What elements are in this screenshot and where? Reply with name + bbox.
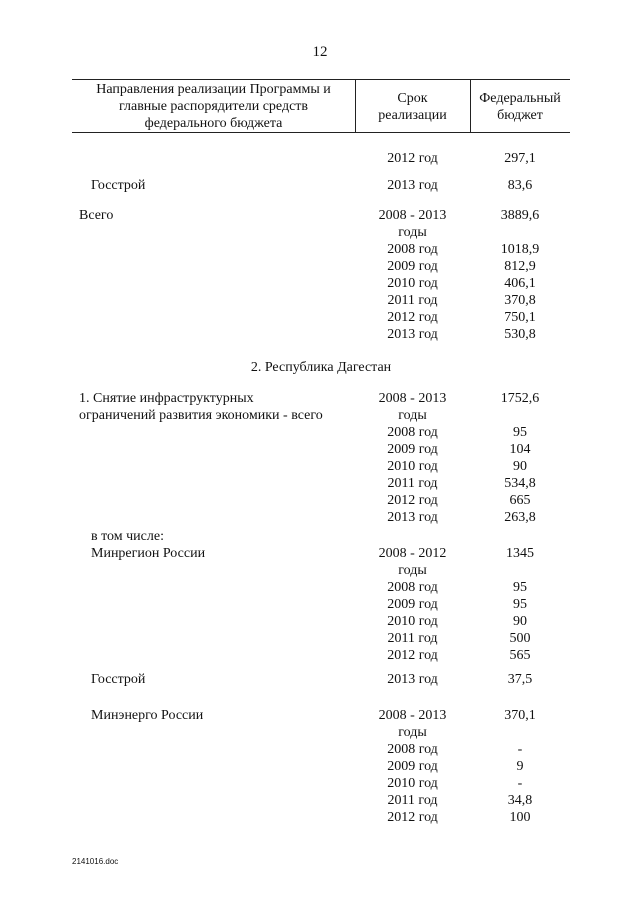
- header-col3-line: Федеральный: [479, 91, 561, 106]
- row-value: 565: [509, 648, 531, 663]
- row-value: 90: [513, 614, 527, 629]
- row-term: 2012 год: [387, 648, 438, 663]
- row-term: годы: [398, 408, 427, 423]
- row-label: Госстрой: [91, 178, 146, 193]
- row-label: Минрегион России: [91, 546, 206, 561]
- row-value: 263,8: [504, 510, 536, 525]
- page-number: 12: [312, 44, 328, 60]
- table-header-rule: [72, 132, 570, 133]
- row-value: 370,1: [504, 708, 536, 723]
- row-term: 2009 год: [387, 597, 438, 612]
- row-value: 9: [516, 759, 524, 774]
- row-value: 90: [513, 459, 527, 474]
- row-value: 95: [513, 597, 527, 612]
- section-title: 2. Республика Дагестан: [250, 360, 392, 375]
- header-col1-line: федерального бюджета: [144, 116, 283, 131]
- header-col2-line: Срок: [397, 91, 428, 106]
- row-term: 2011 год: [387, 631, 438, 646]
- row-value: 37,5: [507, 672, 533, 687]
- row-term: 2011 год: [387, 793, 438, 808]
- row-value: 104: [509, 442, 531, 457]
- row-label: в том числе:: [91, 529, 164, 544]
- row-term: 2010 год: [387, 276, 438, 291]
- row-value: 1752,6: [500, 391, 540, 406]
- row-value: 500: [509, 631, 531, 646]
- row-term: 2008 - 2013: [378, 708, 447, 723]
- row-value: 34,8: [507, 793, 533, 808]
- row-term: 2013 год: [387, 672, 438, 687]
- row-term: годы: [398, 225, 427, 240]
- row-term: 2013 год: [387, 178, 438, 193]
- row-term: 2008 - 2013: [378, 208, 447, 223]
- row-term: 2010 год: [387, 459, 438, 474]
- table-top-rule: [72, 79, 570, 80]
- row-term: 2008 год: [387, 425, 438, 440]
- row-term: 2009 год: [387, 259, 438, 274]
- row-value: 406,1: [504, 276, 536, 291]
- row-term: 2011 год: [387, 293, 438, 308]
- row-value: 95: [513, 580, 527, 595]
- row-term: годы: [398, 563, 427, 578]
- row-term: 2012 год: [387, 810, 438, 825]
- row-label: 1. Снятие инфраструктурных: [79, 391, 254, 406]
- header-col-budget: [470, 90, 570, 124]
- row-label: Минэнерго России: [91, 708, 204, 723]
- row-term: 2013 год: [387, 327, 438, 342]
- row-term: 2008 год: [387, 580, 438, 595]
- row-label: Госстрой: [91, 672, 146, 687]
- row-label: ограничений развития экономики - всего: [79, 408, 323, 423]
- row-term: 2008 - 2013: [378, 391, 447, 406]
- row-term: 2012 год: [387, 493, 438, 508]
- row-term: 2010 год: [387, 776, 438, 791]
- header-col-directions: [72, 81, 355, 132]
- row-value: 95: [513, 425, 527, 440]
- row-value: -: [517, 776, 523, 791]
- row-value: 534,8: [504, 476, 536, 491]
- row-term: 2008 год: [387, 742, 438, 757]
- row-term: 2008 - 2012: [378, 546, 447, 561]
- row-term: 2013 год: [387, 510, 438, 525]
- row-term: 2008 год: [387, 242, 438, 257]
- row-term: 2009 год: [387, 442, 438, 457]
- row-term: годы: [398, 725, 427, 740]
- row-value: 297,1: [504, 151, 536, 166]
- row-value: 1345: [506, 546, 534, 561]
- row-term: 2010 год: [387, 614, 438, 629]
- row-value: 665: [509, 493, 531, 508]
- header-col2-line: реализации: [378, 108, 447, 123]
- row-label: Всего: [79, 208, 114, 223]
- row-value: 812,9: [504, 259, 536, 274]
- row-value: 530,8: [504, 327, 536, 342]
- header-col3-line: бюджет: [497, 108, 543, 123]
- row-term: 2012 год: [387, 310, 438, 325]
- header-col-term: [355, 90, 470, 124]
- row-value: 370,8: [504, 293, 536, 308]
- row-term: 2009 год: [387, 759, 438, 774]
- row-value: 3889,6: [500, 208, 540, 223]
- row-term: 2011 год: [387, 476, 438, 491]
- row-value: 750,1: [504, 310, 536, 325]
- row-value: -: [517, 742, 523, 757]
- header-col1-line: главные распорядители средств: [118, 99, 309, 114]
- row-value: 83,6: [507, 178, 533, 193]
- row-value: 1018,9: [500, 242, 540, 257]
- row-value: 100: [509, 810, 531, 825]
- file-name: 2141016.doc: [72, 857, 119, 866]
- header-col1-line: Направления реализации Программы и: [96, 82, 331, 97]
- row-term: 2012 год: [387, 151, 438, 166]
